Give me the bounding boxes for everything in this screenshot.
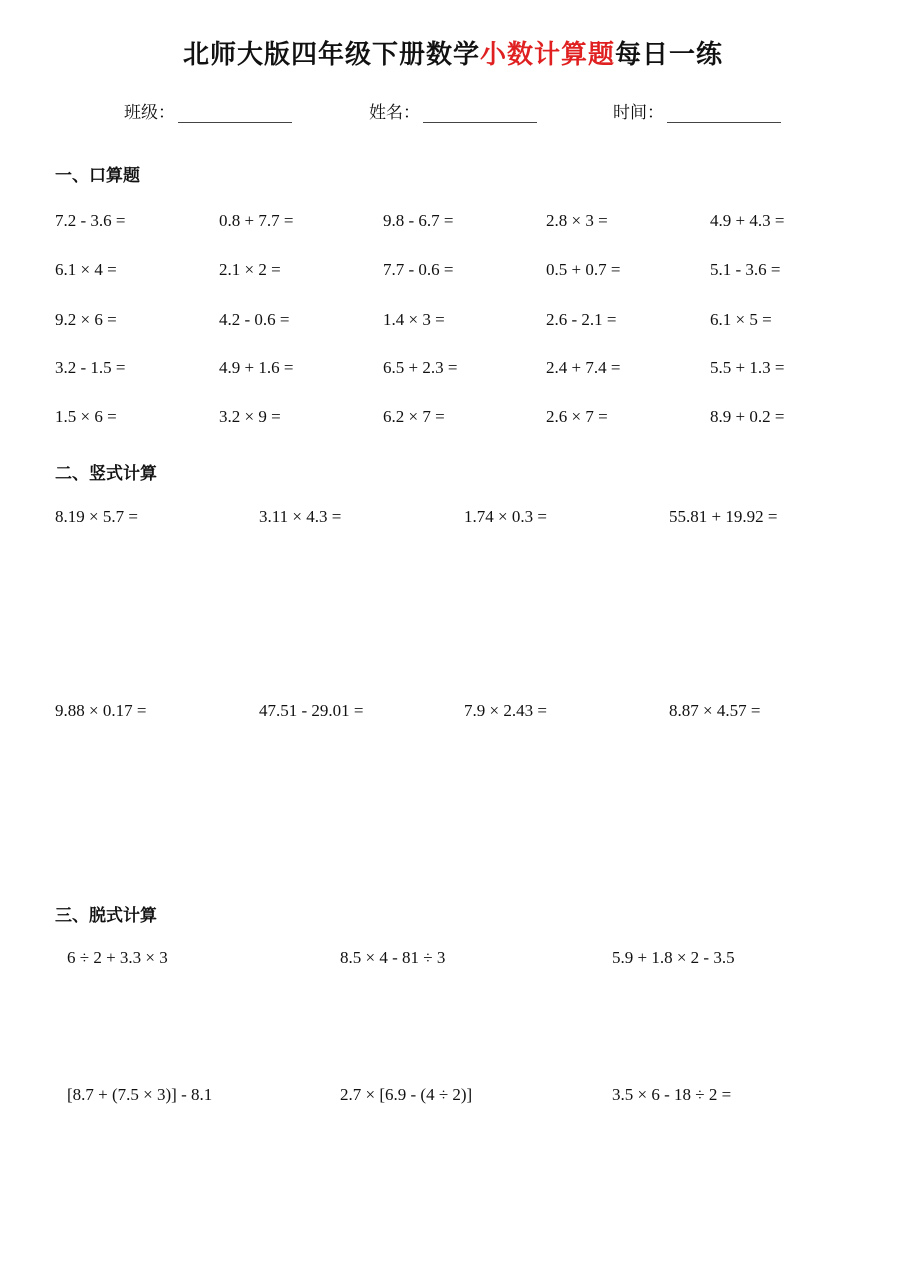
- vertical-problem: 8.87 × 4.57 =: [669, 701, 761, 720]
- vertical-problem: 47.51 - 29.01 =: [259, 701, 364, 720]
- name-field: [369, 98, 420, 123]
- name-label: 姓名：: [369, 103, 420, 123]
- mental-problem: 1.5 × 6 =: [55, 407, 117, 426]
- mental-problem: 7.7 - 0.6 =: [383, 260, 454, 279]
- vertical-problem: 1.74 × 0.3 =: [464, 507, 547, 526]
- stepwise-problem: 8.5 × 4 - 81 ÷ 3: [340, 948, 446, 967]
- vertical-problem: 9.88 × 0.17 =: [55, 701, 147, 720]
- stepwise-problem: [8.7 + (7.5 × 3)] - 8.1: [67, 1085, 213, 1104]
- mental-problem: 0.5 + 0.7 =: [546, 260, 621, 279]
- vertical-problem: 55.81 + 19.92 =: [669, 507, 778, 526]
- stepwise-problem: 6 ÷ 2 + 3.3 × 3: [67, 948, 168, 967]
- mental-problem: 8.9 + 0.2 =: [710, 407, 785, 426]
- mental-problem: 2.1 × 2 =: [219, 260, 281, 279]
- time-field: [613, 98, 664, 123]
- class-label: 班级：: [124, 103, 175, 123]
- stepwise-problem: 3.5 × 6 - 18 ÷ 2 =: [612, 1085, 732, 1104]
- mental-problem: 2.4 + 7.4 =: [546, 358, 621, 377]
- mental-problem: 4.2 - 0.6 =: [219, 310, 290, 329]
- time-label: 时间：: [613, 103, 664, 123]
- section-heading-vertical: 二、竖式计算: [55, 464, 157, 484]
- vertical-problem: 7.9 × 2.43 =: [464, 701, 547, 720]
- title-suffix: 每日一练: [615, 40, 724, 70]
- section-heading-stepwise: 三、脱式计算: [55, 906, 157, 926]
- mental-problem: 1.4 × 3 =: [383, 310, 445, 329]
- time-blank[interactable]: [667, 122, 781, 123]
- mental-problem: 5.5 + 1.3 =: [710, 358, 785, 377]
- stepwise-problem: 2.7 × [6.9 - (4 ÷ 2)]: [340, 1085, 473, 1104]
- mental-problem: 7.2 - 3.6 =: [55, 211, 126, 230]
- vertical-problem: 8.19 × 5.7 =: [55, 507, 138, 526]
- mental-problem: 2.6 - 2.1 =: [546, 310, 617, 329]
- mental-problem: 4.9 + 4.3 =: [710, 211, 785, 230]
- mental-problem: 6.1 × 5 =: [710, 310, 772, 329]
- mental-problem: 4.9 + 1.6 =: [219, 358, 294, 377]
- mental-problem: 3.2 × 9 =: [219, 407, 281, 426]
- class-field: [124, 98, 175, 123]
- mental-problem: 6.1 × 4 =: [55, 260, 117, 279]
- name-blank[interactable]: [423, 122, 537, 123]
- title-prefix: 北师大版四年级下册数学: [182, 40, 480, 70]
- mental-problem: 9.8 - 6.7 =: [383, 211, 454, 230]
- stepwise-problem: 5.9 + 1.8 × 2 - 3.5: [612, 948, 735, 967]
- vertical-problem: 3.11 × 4.3 =: [259, 507, 342, 526]
- mental-problem: 5.1 - 3.6 =: [710, 260, 781, 279]
- section-heading-mental: 一、口算题: [55, 166, 140, 186]
- mental-problem: 0.8 + 7.7 =: [219, 211, 294, 230]
- page-title: [0, 34, 906, 71]
- mental-problem: 3.2 - 1.5 =: [55, 358, 126, 377]
- mental-problem: 6.5 + 2.3 =: [383, 358, 458, 377]
- mental-problem: 6.2 × 7 =: [383, 407, 445, 426]
- mental-problem: 9.2 × 6 =: [55, 310, 117, 329]
- mental-problem: 2.8 × 3 =: [546, 211, 608, 230]
- class-blank[interactable]: [178, 122, 292, 123]
- title-accent: 小数计算题: [479, 40, 615, 70]
- mental-problem: 2.6 × 7 =: [546, 407, 608, 426]
